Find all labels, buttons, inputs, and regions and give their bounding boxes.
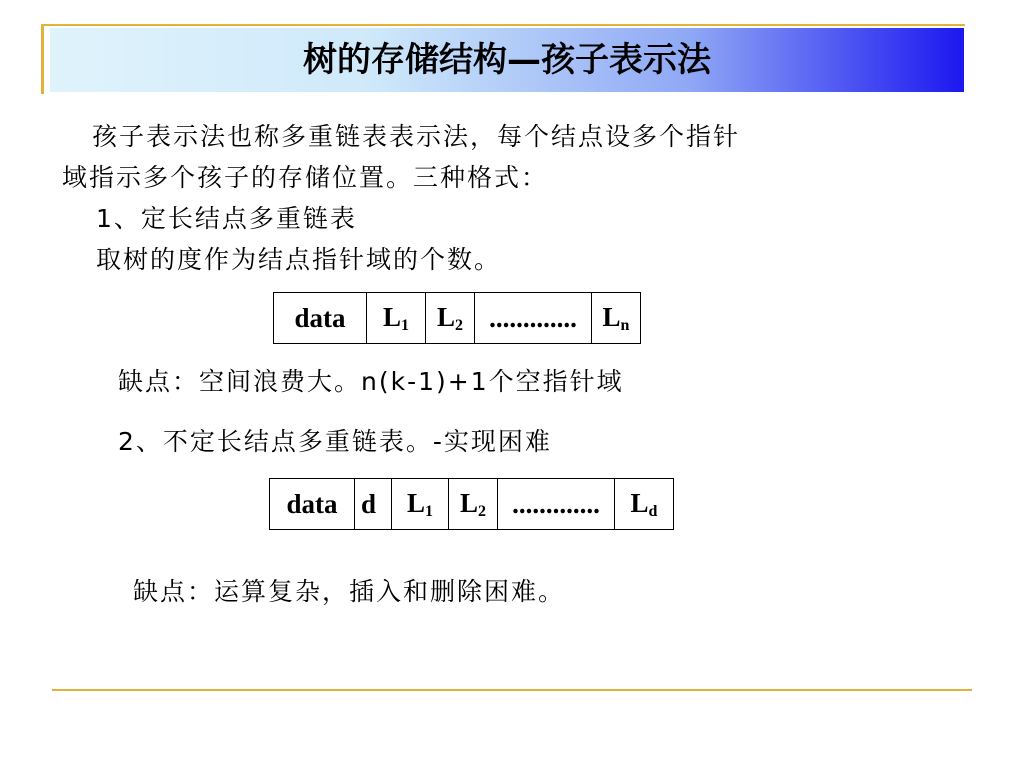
format1-drawback: 缺点：空间浪费大。n(k-1)+1个空指针域 bbox=[118, 367, 624, 396]
format1-description: 取树的度作为结点指针域的个数。 bbox=[96, 245, 502, 274]
ellipsis-cell: ............. bbox=[475, 293, 592, 344]
left-accent-line bbox=[41, 24, 44, 94]
ellipsis-cell: ............. bbox=[498, 479, 615, 530]
data-field-cell: data bbox=[270, 479, 355, 530]
slide-title: 树的存储结构—孩子表示法 bbox=[303, 40, 711, 80]
pointer-field-cell: $L_1$ bbox=[392, 479, 449, 530]
fixed-node-structure-table bbox=[273, 292, 641, 344]
table-row bbox=[274, 293, 641, 344]
variable-node-structure-table bbox=[269, 478, 674, 530]
pointer-field-cell: $L_2$ bbox=[449, 479, 498, 530]
table-row bbox=[270, 479, 674, 530]
bottom-accent-line bbox=[52, 689, 972, 691]
pointer-field-cell: $L_n$ bbox=[592, 293, 641, 344]
top-accent-line bbox=[41, 24, 965, 26]
format2-heading: 2、不定长结点多重链表。-实现困难 bbox=[118, 427, 552, 456]
degree-field-cell: d bbox=[355, 479, 392, 530]
pointer-field-cell: $L_1$ bbox=[367, 293, 426, 344]
intro-line-1: 孩子表示法也称多重链表表示法，每个结点设多个指针 bbox=[92, 122, 741, 151]
title-bar bbox=[50, 28, 964, 92]
intro-line-2: 域指示多个孩子的存储位置。三种格式： bbox=[62, 163, 549, 192]
data-field-cell: data bbox=[274, 293, 367, 344]
format1-heading: 1、定长结点多重链表 bbox=[96, 204, 357, 233]
format2-drawback: 缺点：运算复杂，插入和删除困难。 bbox=[133, 577, 566, 606]
pointer-field-cell: $L_d$ bbox=[615, 479, 674, 530]
pointer-field-cell: $L_2$ bbox=[426, 293, 475, 344]
